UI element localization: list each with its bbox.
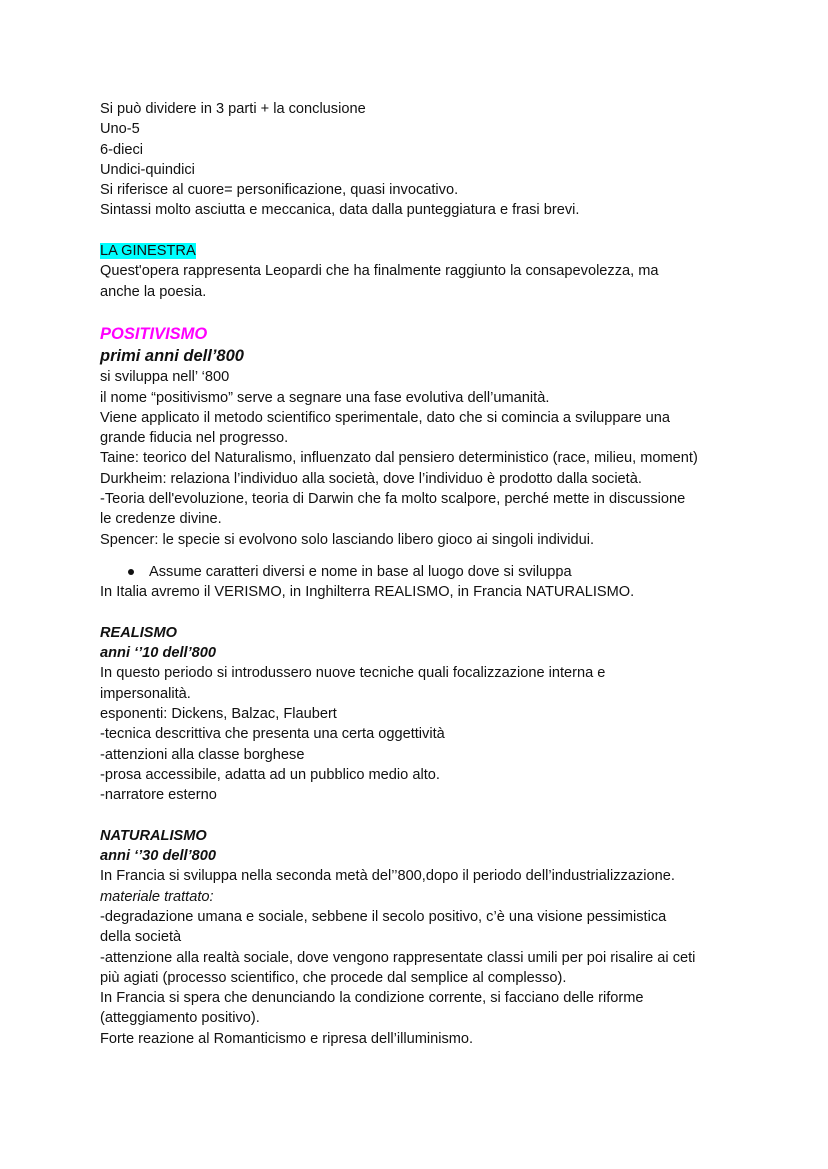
- text-line: In Italia avremo il VERISMO, in Inghilterra REALISMO, in Francia NATURALISMO.: [100, 584, 635, 601]
- realismo-heading: REALISMO: [100, 624, 178, 641]
- positivismo-section: [100, 323, 750, 602]
- text-line: -prosa accessibile, adatta ad un pubblico medio alto.: [100, 766, 440, 783]
- text-line: Sintassi molto asciutta e meccanica, data dalla punteggiatura e frasi brevi.: [100, 202, 580, 219]
- ginestra-heading: LA GINESTRA: [100, 243, 196, 260]
- text-line: impersonalità.: [100, 685, 191, 702]
- text-line: 6-dieci: [100, 141, 143, 158]
- bullet-text: Assume caratteri diversi e nome in base al luogo dove si sviluppa: [149, 563, 572, 580]
- text-line: Spencer: le specie si evolvono solo lasciando libero gioco ai singoli individui.: [100, 531, 595, 548]
- text-line: (atteggiamento positivo).: [100, 1010, 260, 1027]
- materiale-label: materiale trattato:: [100, 888, 214, 905]
- document-body: [100, 99, 750, 1049]
- text-line: -attenzione alla realtà sociale, dove vengono rappresentate classi umili per poi risalire ai ceti: [100, 949, 696, 966]
- paragraph-gap: [100, 221, 750, 241]
- text-line: si sviluppa nell’ ‘800: [100, 369, 230, 386]
- realismo-section: [100, 623, 750, 806]
- text-line: Taine: teorico del Naturalismo, influenzato dal pensiero deterministico (race, milieu, moment): [100, 450, 698, 467]
- ginestra-section: [100, 241, 750, 302]
- bullet-item: [100, 562, 750, 582]
- text-line: Forte reazione al Romanticismo e ripresa dell’illuminismo.: [100, 1030, 474, 1047]
- naturalismo-subheading: anni ‘’30 dell’800: [100, 848, 216, 865]
- positivismo-heading: POSITIVISMO: [100, 325, 208, 344]
- text-line: -attenzioni alla classe borghese: [100, 746, 305, 763]
- paragraph-gap: [100, 550, 750, 562]
- text-line: anche la poesia.: [100, 283, 207, 300]
- paragraph-gap: [100, 603, 750, 623]
- text-line: Si può dividere in 3 parti + la conclusione: [100, 101, 366, 117]
- text-line: -narratore esterno: [100, 787, 217, 804]
- bullet-dot-icon: [128, 569, 134, 575]
- text-line: Uno-5: [100, 121, 140, 138]
- paragraph-gap: [100, 806, 750, 826]
- text-line: della società: [100, 929, 182, 946]
- text-line: In Francia si sviluppa nella seconda metà del’’800,dopo il periodo dell’industrializzazione.: [100, 868, 675, 885]
- paragraph-gap: [100, 302, 750, 322]
- text-line: -tecnica descrittiva che presenta una certa oggettività: [100, 726, 445, 743]
- text-line: Undici-quindici: [100, 161, 195, 178]
- text-line: esponenti: Dickens, Balzac, Flaubert: [100, 706, 337, 723]
- text-line: In Francia si spera che denunciando la condizione corrente, si facciano delle riforme: [100, 990, 644, 1007]
- naturalismo-heading: NATURALISMO: [100, 827, 207, 844]
- text-line: Si riferisce al cuore= personificazione, quasi invocativo.: [100, 182, 459, 199]
- text-line: -Teoria dell'evoluzione, teoria di Darwin che fa molto scalpore, perché mette in discussione: [100, 491, 686, 508]
- intro-section: [100, 99, 750, 221]
- naturalismo-section: [100, 826, 750, 1049]
- positivismo-subheading: primi anni dell’800: [100, 347, 244, 366]
- text-line: -degradazione umana e sociale, sebbene il secolo positivo, c’è una visione pessimistica: [100, 908, 667, 925]
- text-line: grande fiducia nel progresso.: [100, 430, 289, 447]
- text-line: Quest'opera rappresenta Leopardi che ha finalmente raggiunto la consapevolezza, ma: [100, 263, 659, 280]
- realismo-subheading: anni ‘’10 dell’800: [100, 645, 216, 662]
- text-line: più agiati (processo scientifico, che procede dal semplice al complesso).: [100, 969, 567, 986]
- text-line: le credenze divine.: [100, 511, 222, 528]
- text-line: il nome “positivismo” serve a segnare una fase evolutiva dell’umanità.: [100, 389, 550, 406]
- text-line: Viene applicato il metodo scientifico sperimentale, dato che si comincia a sviluppare una: [100, 409, 671, 426]
- text-line: In questo periodo si introdussero nuove tecniche quali focalizzazione interna e: [100, 665, 606, 682]
- text-line: Durkheim: relaziona l’individuo alla società, dove l’individuo è prodotto dalla società.: [100, 470, 642, 487]
